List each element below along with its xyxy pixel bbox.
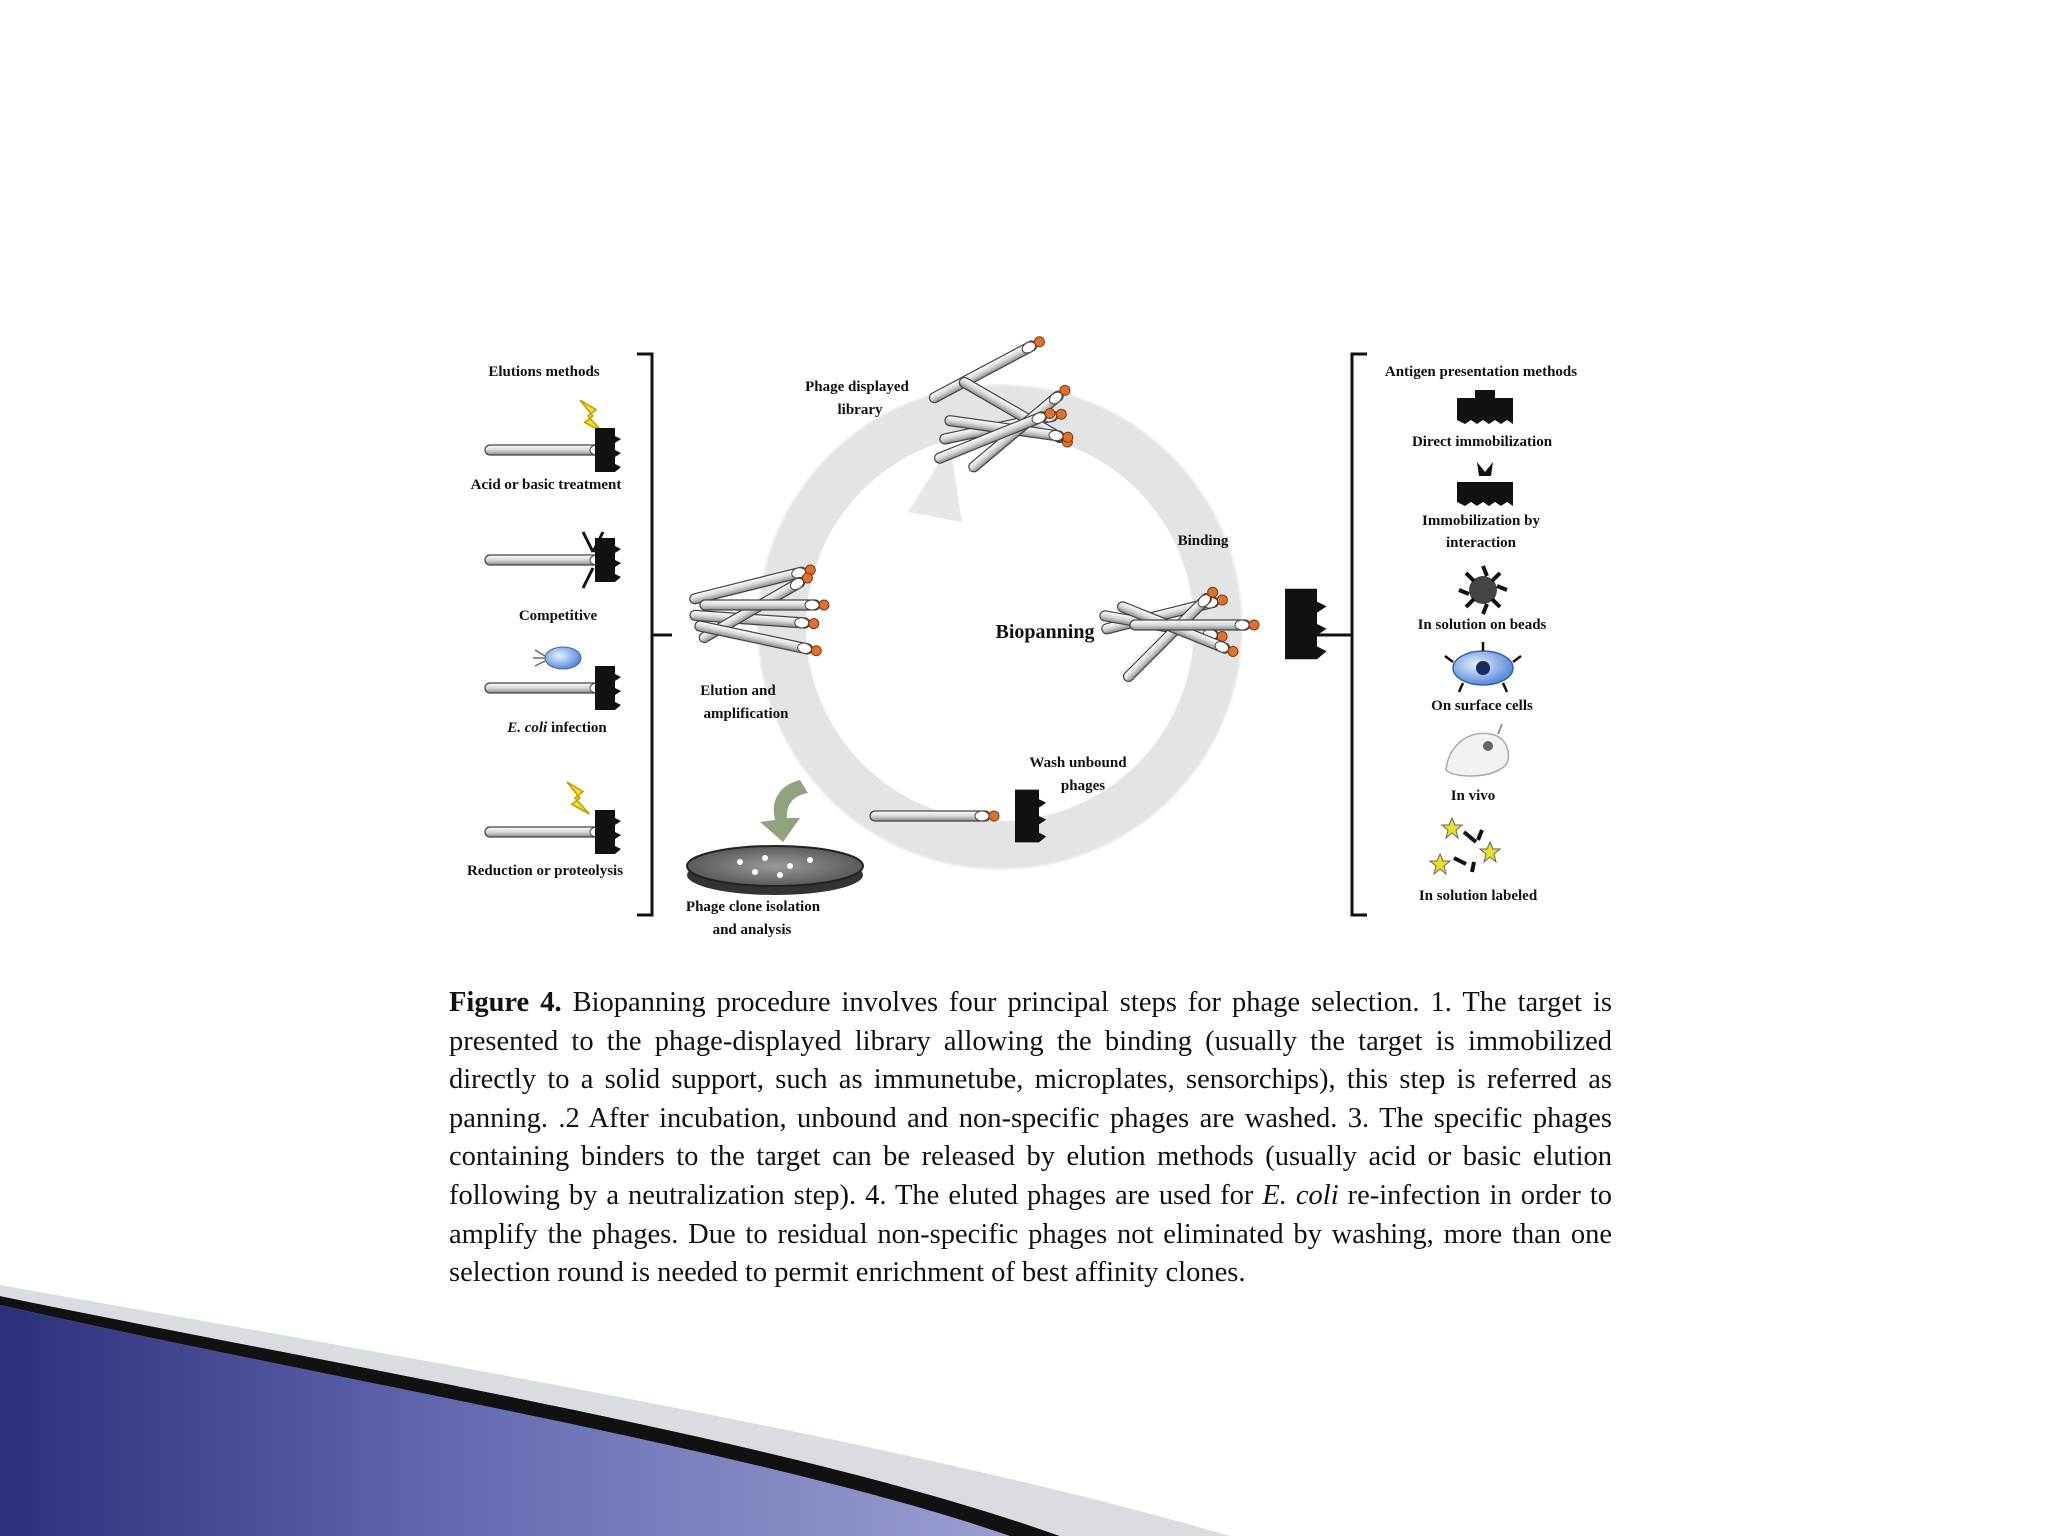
wash-label-2: phages bbox=[1060, 778, 1106, 794]
library-label-1: Phage displayed bbox=[805, 379, 909, 395]
antigen-label-beads: In solution on beads bbox=[1417, 617, 1547, 633]
elution-amplification-label-1: Elution and bbox=[700, 683, 776, 699]
elution-ecoli-icon bbox=[485, 647, 621, 710]
elution-label-reduction: Reduction or proteolysis bbox=[466, 863, 624, 879]
caption-text-2: re-infection in order to amplify the phages. Due to residual non-specific phages not eliminated by washing, more than one selection round is needed to permit enrichment of best affinity clones. bbox=[449, 1179, 1612, 1289]
elution-bundle bbox=[689, 564, 829, 657]
slide-accent-swoosh bbox=[0, 1285, 1230, 1536]
antigen-label-cells: On surface cells bbox=[1431, 698, 1533, 714]
antigen-label-interaction-2: interaction bbox=[1446, 535, 1516, 551]
mouse-icon bbox=[1446, 724, 1508, 776]
labeled-antigen-icon bbox=[1430, 818, 1500, 874]
antigen-label-labeled: In solution labeled bbox=[1418, 888, 1538, 904]
elution-label-acid: Acid or basic treatment bbox=[470, 477, 622, 493]
isolation-arrow bbox=[760, 780, 808, 842]
elution-label-ecoli: E. coli infection bbox=[507, 720, 607, 736]
isolation-label-1: Phage clone isolation bbox=[685, 899, 821, 915]
figure-caption bbox=[449, 984, 1612, 1293]
binding-label: Binding bbox=[1177, 533, 1229, 549]
isolation-label-2: and analysis bbox=[712, 922, 792, 938]
antigen-label-interaction-1: Immobilization by bbox=[1422, 513, 1540, 529]
elution-label-competitive: Competitive bbox=[518, 608, 598, 624]
antigen-presentation-panel bbox=[1352, 354, 1577, 915]
antigen-label-direct: Direct immobilization bbox=[1411, 434, 1553, 450]
antigen-label-invivo: In vivo bbox=[1450, 788, 1496, 804]
elution-amplification-label-2: amplification bbox=[703, 706, 789, 722]
elution-methods-panel bbox=[467, 354, 672, 915]
bead-icon bbox=[1459, 566, 1507, 614]
caption-label: Figure 4. bbox=[449, 987, 562, 1018]
library-label-2: library bbox=[837, 402, 883, 418]
caption-text-italic: E. coli bbox=[1262, 1179, 1339, 1211]
surface-cell-icon bbox=[1445, 642, 1521, 692]
elution-reduction-icon bbox=[485, 782, 621, 854]
cycle-center-label: Biopanning bbox=[995, 621, 1095, 643]
immobilization-interaction-icon bbox=[1457, 462, 1513, 506]
elution-acid-icon bbox=[485, 400, 621, 472]
direct-immobilization-icon bbox=[1457, 390, 1513, 424]
caption-text-1: Biopanning procedure involves four principal steps for phage selection. 1. The target is presented to the phage-displayed library allowing the binding (usually the target is immobilized directly to a solid support, such as immunetube, microplates, sensorchips), this step is referred as panning. .2 After incubation, unbound and non-specific phages are washed. 3. The specific phages containing binders to the target can be released by elution methods (usually acid or basic elution following by a neutralization step). 4. The eluted phages are used for bbox=[449, 987, 1612, 1211]
petri-dish-icon bbox=[687, 846, 863, 895]
left-bracket-title: Elutions methods bbox=[488, 364, 600, 380]
wash-label-1: Wash unbound bbox=[1029, 755, 1127, 771]
elution-competitive-icon bbox=[485, 532, 621, 588]
right-bracket-title: Antigen presentation methods bbox=[1384, 364, 1578, 380]
